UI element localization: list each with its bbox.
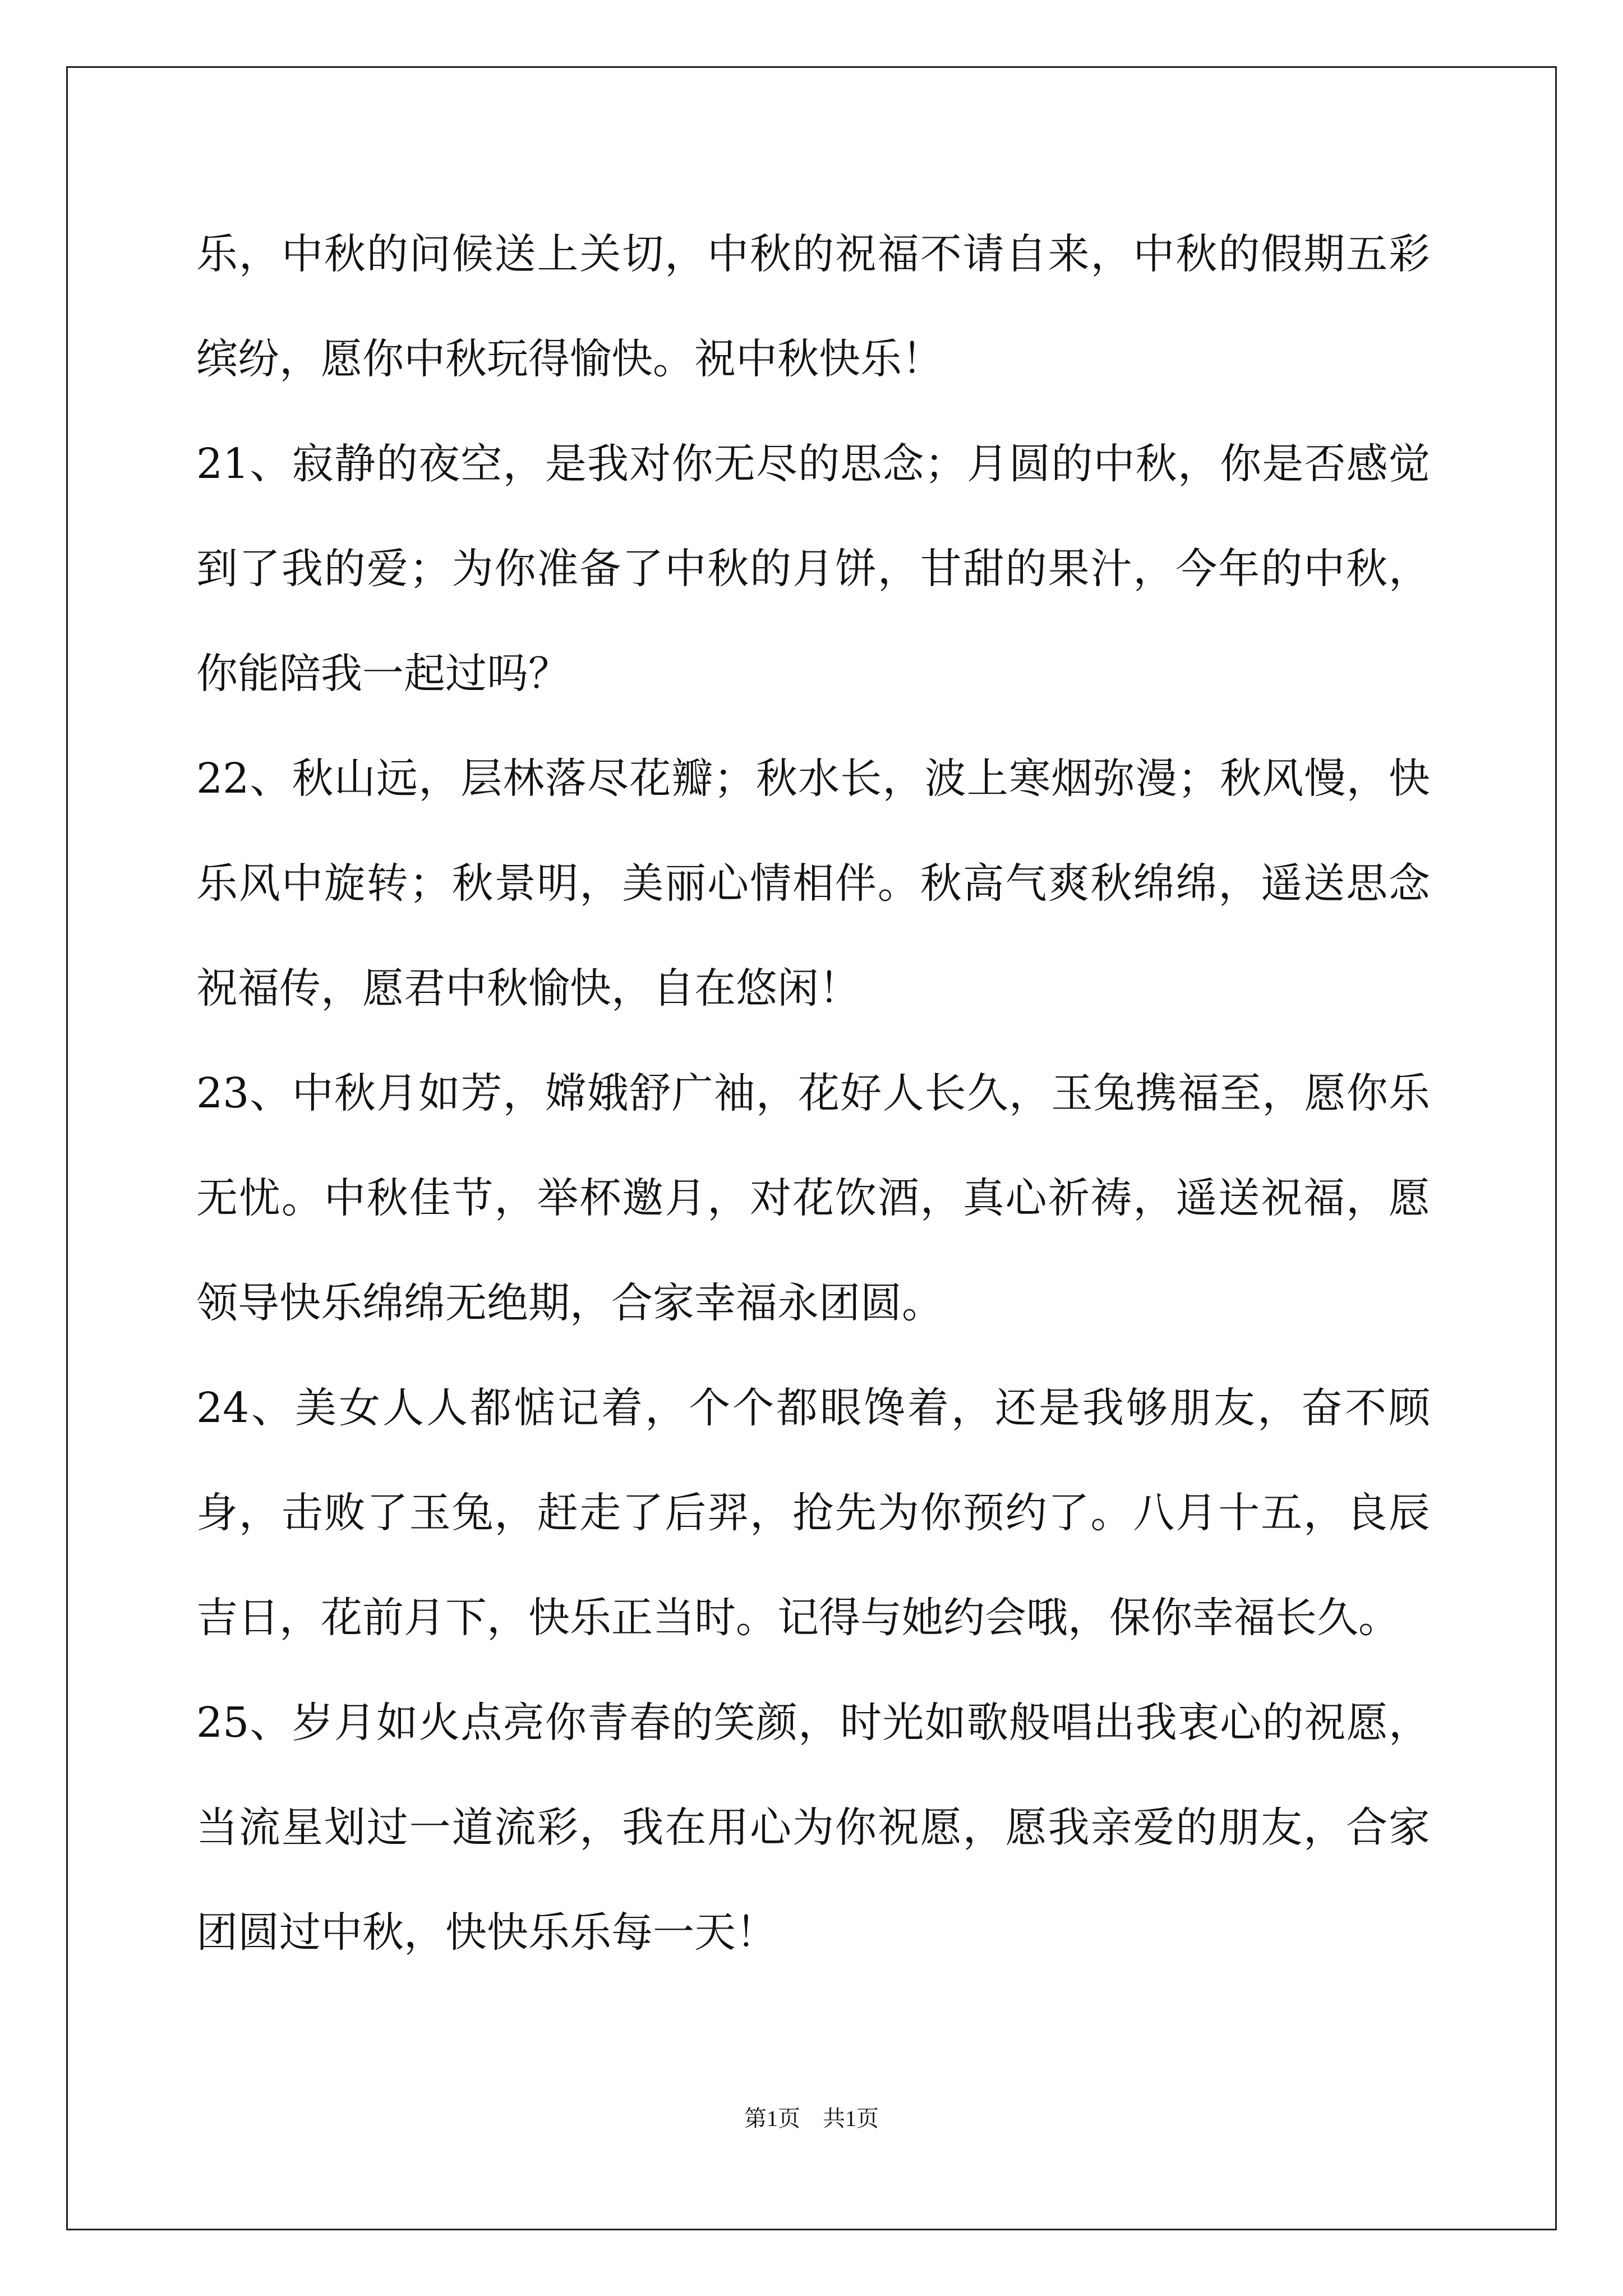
paragraph-21: 21、寂静的夜空，是我对你无尽的思念；月圆的中秋，你是否感觉到了我的爱；为你准备了中秋的月饼，甘甜的果汁，今年的中秋，你能陪我一起过吗？ bbox=[196, 440, 1430, 698]
paragraph-23: 23、中秋月如芳，嫦娥舒广袖，花好人长久，玉兔携福至，愿你乐无忧。中秋佳节，举杯邀月，对花饮酒，真心祈祷，遥送祝福，愿领导快乐绵绵无绝期，合家幸福永团圆。 bbox=[196, 1069, 1430, 1327]
paragraph-24: 24、美女人人都惦记着，个个都眼馋着，还是我够朋友，奋不顾身，击败了玉兔，赶走了后羿，抢先为你预约了。八月十五，良辰吉日，花前月下，快乐正当时。记得与她约会哦，保你幸福长久。 bbox=[196, 1384, 1430, 1642]
paragraph-continuation: 乐，中秋的问候送上关切，中秋的祝福不请自来，中秋的假期五彩缤纷，愿你中秋玩得愉快。祝中秋快乐！ bbox=[196, 230, 1430, 383]
page-number: 第1页 bbox=[744, 2106, 800, 2131]
page-footer bbox=[0, 2101, 1623, 2133]
document-body bbox=[196, 202, 1430, 1985]
paragraph-22: 22、秋山远，层林落尽花瓣；秋水长，波上寒烟弥漫；秋风慢，快乐风中旋转；秋景明，美丽心情相伴。秋高气爽秋绵绵，遥送思念祝福传，愿君中秋愉快，自在悠闲！ bbox=[196, 754, 1430, 1013]
paragraph-25: 25、岁月如火点亮你青春的笑颜，时光如歌般唱出我衷心的祝愿，当流星划过一道流彩，我在用心为你祝愿，愿我亲爱的朋友，合家团圆过中秋，快快乐乐每一天！ bbox=[196, 1699, 1430, 1957]
page-count: 共1页 bbox=[823, 2106, 879, 2131]
